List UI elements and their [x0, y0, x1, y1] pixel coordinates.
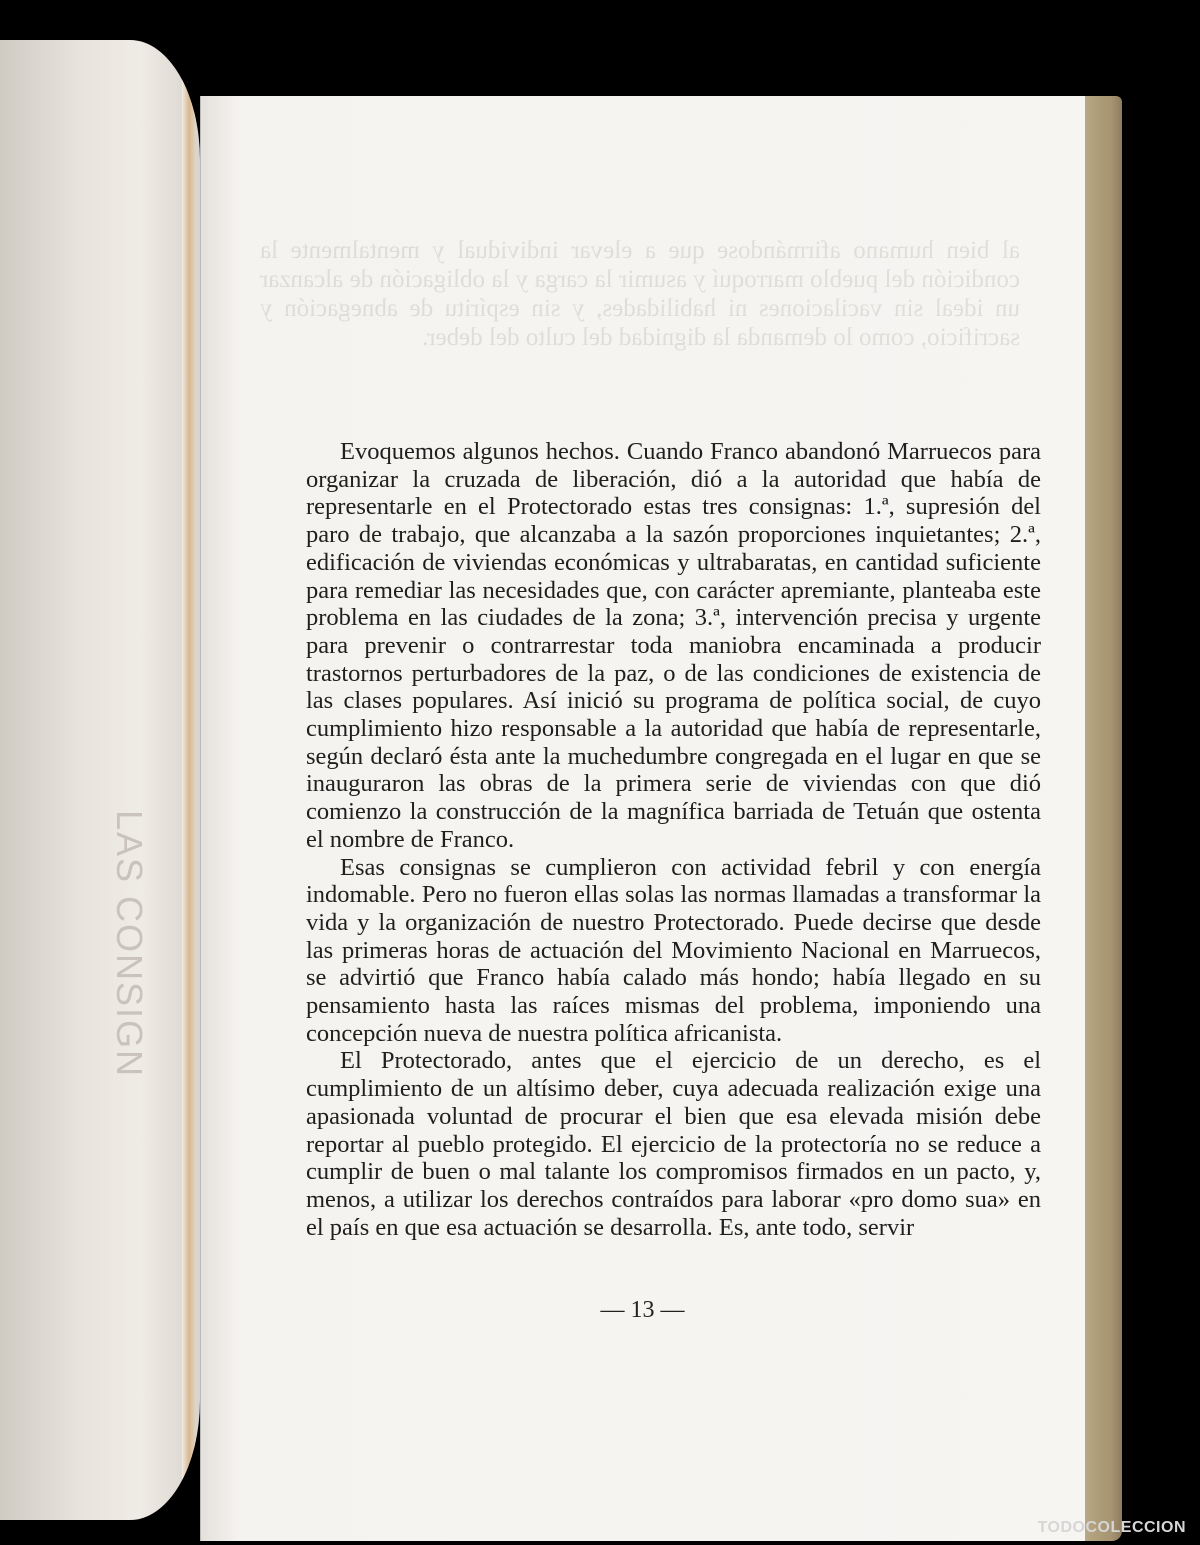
paragraph: El Protectorado, antes que el ejercicio de un derecho, es el cumplimiento de un altísimo deber, cuya adecuada realización exige una apasionada voluntad de procurar el bien que esa elevada misión debe reportar al pueblo protegido. El ejercicio de la protectoría no se reduce a cumplir de buen o mal talante los compromisos firmados en un pacto, y, menos, a utilizar los derechos contraídos para laborar «pro domo sua» en el país en que esa actuación se desarrolla. Es, ante todo, servir: [306, 1047, 1041, 1241]
paragraph: Esas consignas se cumplieron con actividad febril y con energía indomable. Pero no fueron ellas solas las normas llamadas a transformar la vida y la organización de nuestro Protectorado. Puede decirse que desde las primeras horas de actuación del Movimiento Nacional en Marruecos, se advirtió que Franco había calado más hondo; había llegado en su pensamiento hasta las raíces mismas del problema, imponiendo una concepción nueva de nuestra política africanista.: [306, 853, 1041, 1047]
body-text: [306, 438, 1041, 1241]
left-page: [0, 40, 200, 1520]
right-page: [200, 96, 1085, 1541]
paragraph: Evoquemos algunos hechos. Cuando Franco abandonó Marruecos para organizar la cruzada de liberación, dió a la autoridad que había de representarle en el Protectorado estas tres consignas: 1.ª, supresión del paro de trabajo, que alcanzaba a la sazón proporciones inquietantes; 2.ª, edificación de viviendas económicas y ultrabaratas, en cantidad suficiente para remediar las necesidades que, con carácter apremiante, planteaba este problema en las ciudades de la zona; 3.ª, intervención precisa y urgente para prevenir o contrarrestar toda maniobra encaminada a producir trastornos perturbadores de la paz, o de las condiciones de existencia de las clases populares. Así inició su programa de política social, de cuyo cumplimiento hizo responsable a la autoridad que había de representarle, según declaró ésta ante la muchedumbre congregada en el lugar en que se inauguraron las obras de la primera serie de viviendas con que dió comienzo la construcción de la magnífica barriada de Tetuán que ostenta el nombre de Franco.: [306, 438, 1041, 853]
left-page-edge: [182, 40, 196, 1520]
page-number: — 13 —: [600, 1297, 685, 1323]
left-page-spine-text: LAS CONSIGN: [109, 810, 150, 1079]
bleed-through-text: al bien humano afirmándose que a elevar individual y mentalmente la condición del pueblo marroquí y asumir la carga y la obligación de alcanzar un ideal sin vacilaciones ni habilidades, y sin espíritu de abnegación y sacrificio, como lo demanda la dignidad del culto del deber.: [260, 237, 1020, 351]
watermark: TODOCOLECCION: [1037, 1519, 1186, 1536]
